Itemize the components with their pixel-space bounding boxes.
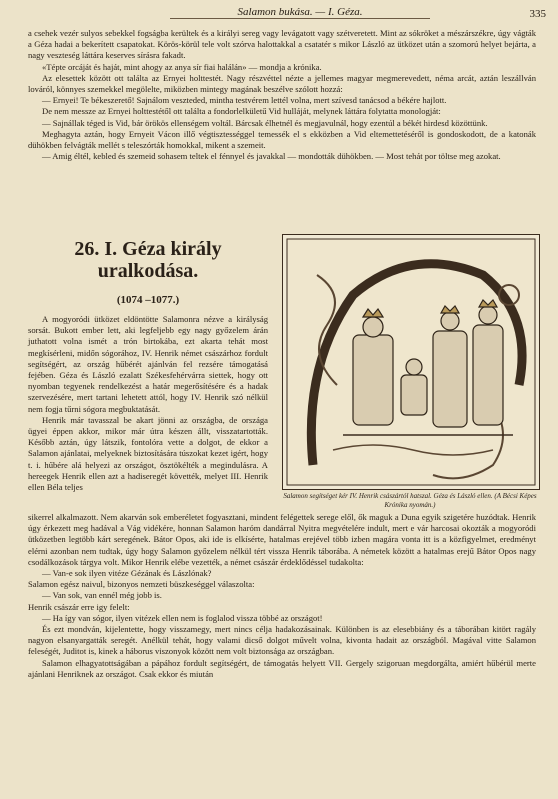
paragraph: Salamon egész naivul, bizonyos nemzeti büszkeséggel válaszolta: — [28, 579, 255, 590]
illustration-caption: Salamon segítséget kér IV. Henrik császártól hatszal. Géza és László ellen. (A Bécsi Képes Krónika nyomán.) — [283, 492, 537, 509]
section-years: (1074 –1077.) — [116, 294, 180, 306]
paragraph: Meghagyta aztán, hogy Ernyeit Vácon illő végtisztességgel temessék el s ekközben a Vid eltemettetéséről is gondoskodott, de a katonák dühökben felvágták mellét s teleszórták homokkal, mikent a szemeit. — [28, 128, 536, 151]
paragraph: — Ha így van sógor, ilyen vitézek ellen nem is foglalod vissza többé az országot! — [42, 612, 323, 623]
paragraph: — Ernyei! Te békeszerető! Sajnálom veszteded, mintha testvérem lettél volna, mert szívesd tanácsod a békére hajlott. — [42, 95, 447, 106]
paragraph: Henrik már tavasszal be akart jönni az országba, de országa ügyei éppen akkor, mikor már útra készen állt, visszatartották. Később aztán, úgy látszik, fontolóra vette a dolgot, de ekkor a Salamon ajánlatai, melyeknek biztosítására túszokat kezet igért, hogy t. i. hűbére alá helyezi az országot, ösztökélték a megindulásra. A hereegek Henrik ellen azt a hadiseregét követték, melyet III. Henrik ellen Béla teljes — [28, 414, 268, 493]
section-number: 26. — [74, 238, 100, 260]
paragraph: — Van-e sok ilyen vitéze Gézának és Lászlónak? — [42, 568, 212, 579]
paragraph: «Tépte orcáját és haját, mint ahogy az anya sír fiai halálán» — mondja a krónika. — [42, 61, 322, 72]
top-text-block — [28, 28, 536, 162]
paragraph: De nem messze az Ernyei holttestétől ott találta a fondorlelkületű Vid hulláját, melynek láttára folytatta monologját: — [42, 106, 441, 117]
paragraph: Salamon elhagyatottságában a pápához fordult segítségért, de támogatás helyett VII. Gergely szigoruan megdorgálta, amiért hűbérül merte ajánlani Henriknek az országot. Csak ekkor és miután — [28, 657, 536, 679]
illuminated-initial-image — [283, 235, 539, 489]
paragraph: — Amig éltél, kebled és szemeid sohasem teltek el fénnyel és javakkal — mondották dühökben. — Most tehát por töltse meg azokat. — [42, 151, 501, 162]
page-number: 335 — [529, 8, 546, 20]
column-text-block — [28, 314, 268, 493]
paragraph: — Van sok, van ennél még jobb is. — [42, 590, 162, 601]
bottom-text-block — [28, 512, 536, 680]
illustration-figure — [282, 234, 540, 490]
paragraph: a csehek vezér sulyos sebekkel fogságba kerültek és a királyi sereg vagy levágatott vagy szétveretett. Mint az sókröket a mészárszékre, úgy vágták a Géza hadai a bekerített csapatokat. Körös-körül tele volt szórva halottakkal a csatatér s mikor László az ütközet után a szomorú helyet bejárta, a nagy veszteség láttára keserves sírásra fakadt. — [28, 28, 536, 61]
running-title: Salamon bukása. — I. Géza. — [170, 6, 430, 19]
paragraph: sikerrel alkalmazott. Nem akarván sok emberéletet fogyasztani, mindent felégettek serege elől, ők maguk a Duna egyik szigetére huzódtak. Henrik úgy érkezett meg hadával a Vág vidékére, honnan Salamon haróm dandárral Nyitra megvételére indult, mert e vár harcosai okozták a mogyoródi ütközetben legtöbb kárt seregének. Bátor Opos, aki ide is elkísérte, hatalmas erejével több izben magára vonta itt is a közfigyelmet, eredményt elérni azonban nem tudtak, úgy hogy Salamon győzelem nélkül tért vissza Henrik táborába. A németek között a hatalmas erejű Bátor Opos nagy csodálkozások tárgya volt. Mikor Henrik elébe vezették, a német császár érdeklődéssel tudakolta: — [28, 512, 536, 567]
paragraph: — Sajnállak téged is Vid, bár örökös ellenségem voltál. Bárcsak élhetnél és megjavulnál, hogy ezentúl a békét hirdesd közöttünk. — [42, 117, 488, 128]
section-heading — [28, 238, 268, 282]
section-title: I. Géza király uralkodása. — [97, 238, 222, 282]
paragraph: Az elesettek között ott találta az Ernyei holttestét. Nagy részvéttel nézte a jellemes magyar megmerevedett, néma arcát, aztán leszállván lováról, könnyes szemekkel megölelte, miközben mintegy magának beszélve szólott hozzá: — [28, 72, 536, 95]
paragraph: A mogyoródi ütközet eldöntötte Salamonra nézve a királyság sorsát. Bukott ember lett, aki legfeljebb egy nagy győzelem árán juthatott volna ismét a trón birtokába, ezt akarta tehát most megkísérleni, midőn sógorához, IV. Henrik német császárhoz fordult segítségért, az ország hűbérét ajánlván fel rezsére támogatásá fejében. Géza és László ezalatt Székesfehérvárra siettek, hogy ott nyomban tegyenek rendelkezést a határ megerősítésére és a hadak szervezésére, mert tartani lehetett attól, hogy IV. Henrik szó nélkül nem fogja tűrni sógora megbuktatását. — [28, 314, 268, 414]
paragraph: Henrik császár erre igy felelt: — [28, 601, 130, 612]
paragraph: És ezt mondván, kijelentette, hogy visszamegy, mert nincs célja hadakozásainak. Különben is az elesebbiány és a táborában kitört ragály nagyon elsanyargatták seregét. Anélkül tehát, hogy valami dicső dolgot művelt volna, kivonta hadait az országból. Magával vitte Salamon feleségét, Juditot is, kinek a háborus viszonyok között nem volt biztonsága az országban. — [28, 624, 536, 657]
